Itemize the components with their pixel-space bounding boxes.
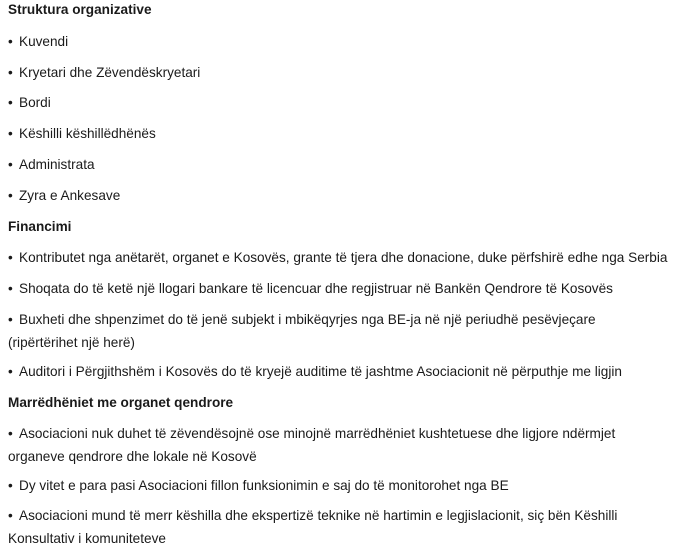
section-title-structure: Struktura organizative xyxy=(8,2,152,17)
section-title-financing: Financimi xyxy=(8,219,72,234)
list-item: • Kryetari dhe Zëvendëskryetari xyxy=(8,61,696,84)
list-item: • Këshilli këshillëdhënës xyxy=(8,122,696,145)
list-item: • Shoqata do të ketë një llogari bankare të licencuar dhe regjistruar në Bankën Qendrore të Kosovës xyxy=(8,277,696,300)
list-item: • Auditori i Përgjithshëm i Kosovës do të kryejë auditime të jashtme Asociacionit në përputhje me ligjin xyxy=(8,360,696,383)
bullet-icon: • xyxy=(8,508,13,523)
bullet-icon: • xyxy=(8,157,13,172)
list-item: • Asociacioni nuk duhet të zëvendësojnë ose minojnë marrëdhëniet kushtetuese dhe ligjore ndërmjet organeve qendrore dhe lokale në Kosovë xyxy=(8,422,668,468)
list-item: • Bordi xyxy=(8,91,696,114)
list-item: • Buxheti dhe shpenzimet do të jenë subjekt i mbikëqyrjes nga BE-ja në një periudhë pesëvjeçare (ripërtërihet një herë) xyxy=(8,308,648,354)
bullet-icon: • xyxy=(8,65,13,80)
list-item: • Dy vitet e para pasi Asociacioni fillon funksionimin e saj do të monitorohet nga BE xyxy=(8,474,696,497)
bullet-icon: • xyxy=(8,34,13,49)
bullet-icon: • xyxy=(8,364,13,379)
bullet-icon: • xyxy=(8,188,13,203)
list-item: • Zyra e Ankesave xyxy=(8,184,696,207)
list-item: • Kontributet nga anëtarët, organet e Kosovës, grante të tjera dhe donacione, duke përfshirë edhe nga Serbia xyxy=(8,246,696,269)
bullet-icon: • xyxy=(8,426,13,441)
list-item: • Asociacioni mund të merr këshilla dhe ekspertizë teknike në hartimin e legjislacionit, siç bën Këshilli Konsultativ i komuniteteve xyxy=(8,504,668,550)
list-item: • Administrata xyxy=(8,153,696,176)
list-item: • Kuvendi xyxy=(8,30,696,53)
bullet-icon: • xyxy=(8,250,13,265)
section-title-relations: Marrëdhëniet me organet qendrore xyxy=(8,395,234,410)
bullet-icon: • xyxy=(8,478,13,493)
bullet-icon: • xyxy=(8,312,13,327)
bullet-icon: • xyxy=(8,95,13,110)
bullet-icon: • xyxy=(8,281,13,296)
bullet-icon: • xyxy=(8,126,13,141)
